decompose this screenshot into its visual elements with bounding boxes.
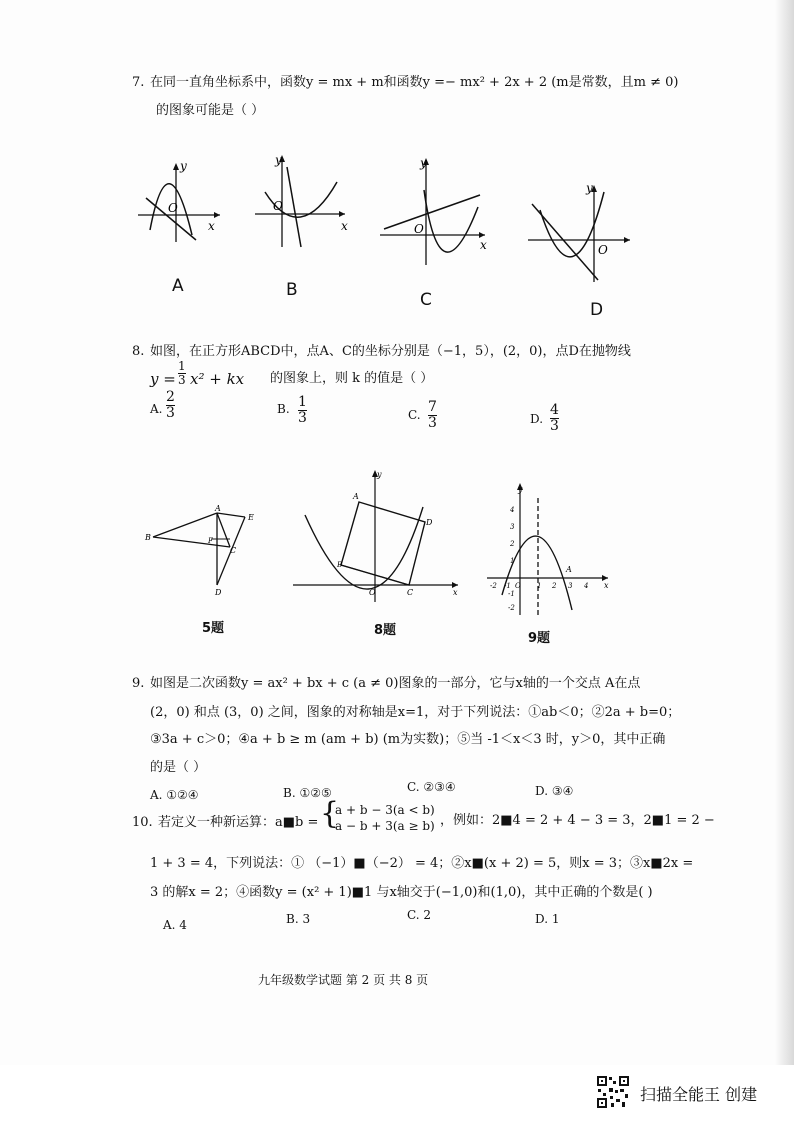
q7c-y-label: y <box>420 156 427 170</box>
fig5-point-b: B <box>145 533 151 542</box>
q7-option-c-label: C <box>420 290 432 310</box>
fig8-y-label: y <box>377 470 382 479</box>
q8-eq-prefix: y = <box>150 370 176 388</box>
fig9-tick-x3: 3 <box>568 582 573 590</box>
fig5-point-c: C <box>230 546 237 555</box>
fig8-point-d: D <box>426 518 433 527</box>
q7a-y-label: y <box>180 159 187 173</box>
q7-graph-a <box>138 160 228 250</box>
fig5-point-e: E <box>248 513 254 522</box>
figure-5 <box>145 505 265 605</box>
qr-code-icon <box>596 1075 630 1109</box>
q8-text-line1: 如图，在正方形ABCD中，点A、C的坐标分别是（−1，5），(2，0)，点D在抛物线 <box>150 344 631 359</box>
q8-option-b-den: 3 <box>298 409 307 426</box>
q8-option-b-key: B. <box>277 402 290 416</box>
q7b-x-label: x <box>341 219 348 233</box>
fig5-point-a: A <box>215 504 221 513</box>
q10-case2: a − b + 3(a ≥ b) <box>335 819 435 833</box>
page-footer-info: 九年级数学试题 第 2 页 共 8 页 <box>258 973 429 987</box>
fig9-tick-x4: 4 <box>584 582 589 590</box>
q7a-origin-label: O <box>168 201 178 215</box>
q10-option-c: C. 2 <box>407 908 432 922</box>
q8-option-d-num: 4 <box>550 402 559 418</box>
q7-graph-b <box>255 152 355 252</box>
q7c-origin-label: O <box>414 222 424 236</box>
q9-option-d: D. ③④ <box>535 784 574 798</box>
q8-option-a-key: A. <box>150 402 163 416</box>
q8-option-a-fraction <box>166 390 175 420</box>
q9-option-b: B. ①②⑤ <box>283 786 332 800</box>
q8-option-d-fraction <box>550 403 559 433</box>
q8-option-b-num: 1 <box>298 394 307 410</box>
fig8-x-label: x <box>453 588 458 597</box>
fig8-point-b: B <box>337 561 343 569</box>
q9-text-line3: ③3a + c＞0；④a + b ≥ m (am + b) (m为实数)；⑤当 -1＜x＜3 时，y＞0，其中正确 <box>150 732 666 747</box>
q8-option-d-key: D. <box>530 412 544 426</box>
q8-option-c-fraction <box>428 400 437 430</box>
fig9-tick-y1: 1 <box>510 557 515 565</box>
q7d-y-label: y <box>586 181 593 195</box>
q8-option-a-den: 3 <box>166 404 175 421</box>
q8-option-c-key: C. <box>408 408 421 422</box>
fig5-caption: 5题 <box>202 621 225 636</box>
fig9-tick-y3: 3 <box>510 523 515 531</box>
fig9-tick-xm1: -1 <box>504 582 511 590</box>
fig9-tick-x1: 1 <box>537 582 542 590</box>
fig9-tick-y4: 4 <box>510 506 515 514</box>
q8-option-d-den: 3 <box>550 417 559 434</box>
q10-intro: 若定义一种新运算：a■b = <box>158 815 319 830</box>
q9-option-a: A. ①②④ <box>150 788 199 802</box>
fig8-point-a: A <box>353 492 359 501</box>
fig9-tick-ym2: -2 <box>508 604 515 612</box>
q7-text-line2: 的图象可能是（ ） <box>156 103 265 118</box>
q10-brace: { <box>320 796 340 831</box>
q7b-origin-label: O <box>273 199 283 213</box>
q7-text-line1: 在同一直角坐标系中，函数y = mx + m和函数y =− mx² + 2x + 2 (m是常数，且m ≠ 0) <box>150 75 679 90</box>
q8-eq-fraction-num: 1 <box>178 359 186 373</box>
q10-text-line2: 1 + 3 = 4，下列说法：① （−1）■（−2） = 4；②x■(x + 2) = 5，则x = 3；③x■2x = <box>150 856 694 871</box>
fig8-caption: 8题 <box>374 623 397 638</box>
fig8-origin: O <box>369 588 376 597</box>
q9-number: 9. <box>132 676 145 691</box>
figure-9 <box>482 480 612 620</box>
fig9-tick-x2: 2 <box>552 582 557 590</box>
q9-text-line2: (2，0) 和点 (3，0) 之间，图象的对称轴是x=1，对于下列说法：①ab＜0；②2a + b=0； <box>150 705 681 720</box>
q9-text-line4: 的是（ ） <box>150 760 207 775</box>
fig9-y-label: y <box>518 485 523 494</box>
q10-case1: a + b − 3(a < b) <box>335 803 435 817</box>
q8-text-line2: 的图象上，则 k 的值是（ ） <box>270 371 434 386</box>
q9-option-c: C. ②③④ <box>407 780 456 794</box>
q10-option-d: D. 1 <box>535 912 560 926</box>
fig8-point-c: C <box>407 588 414 597</box>
q7-option-d-label: D <box>590 300 604 320</box>
q10-option-a: A. 4 <box>163 918 187 932</box>
q10-number: 10. <box>132 815 153 830</box>
scanner-brand-text: 扫描全能王 创建 <box>640 1085 758 1104</box>
scan-edge-shadow <box>775 0 794 1065</box>
q7b-y-label: y <box>275 153 282 167</box>
fig5-point-d: D <box>215 588 222 597</box>
q10-example: ，例如：2■4 = 2 + 4 − 3 = 3，2■1 = 2 − <box>440 813 715 828</box>
q9-text-line1: 如图是二次函数y = ax² + bx + c (a ≠ 0)图象的一部分，它与x轴的一个交点 A在点 <box>150 676 641 691</box>
q8-eq-fraction-den: 3 <box>178 372 186 387</box>
q8-option-c-num: 7 <box>428 399 437 415</box>
fig9-tick-xm2: -2 <box>490 582 497 590</box>
q8-eq-fraction <box>178 360 186 386</box>
q7-option-a-label: A <box>172 276 184 296</box>
fig9-tick-y2: 2 <box>510 540 515 548</box>
fig9-tick-ym1: -1 <box>508 590 515 598</box>
figure-8 <box>293 467 463 607</box>
q10-option-b: B. 3 <box>286 912 311 926</box>
q8-option-c-den: 3 <box>428 414 437 431</box>
q7a-x-label: x <box>208 219 215 233</box>
q8-option-a-num: 2 <box>166 389 175 405</box>
q8-option-b-fraction <box>298 395 307 425</box>
q7-option-b-label: B <box>286 280 298 300</box>
fig9-caption: 9题 <box>528 631 551 646</box>
q7c-x-label: x <box>480 238 487 252</box>
fig9-point-a: A <box>566 565 572 574</box>
q8-number: 8. <box>132 344 145 359</box>
fig9-origin: O <box>515 582 521 590</box>
fig5-point-f: F <box>208 537 213 545</box>
fig9-x-label: x <box>604 581 609 590</box>
q8-eq-suffix: x² + kx <box>190 370 245 388</box>
q7-graph-c <box>380 155 490 265</box>
q10-text-line3: 3 的解x = 2；④函数y = (x² + 1)■1 与x轴交于(−1,0)和(1,0)，其中正确的个数是( ) <box>150 885 653 900</box>
q7-graph-d <box>528 182 638 292</box>
q7d-origin-label: O <box>598 243 608 257</box>
q7-number: 7. <box>132 75 145 90</box>
